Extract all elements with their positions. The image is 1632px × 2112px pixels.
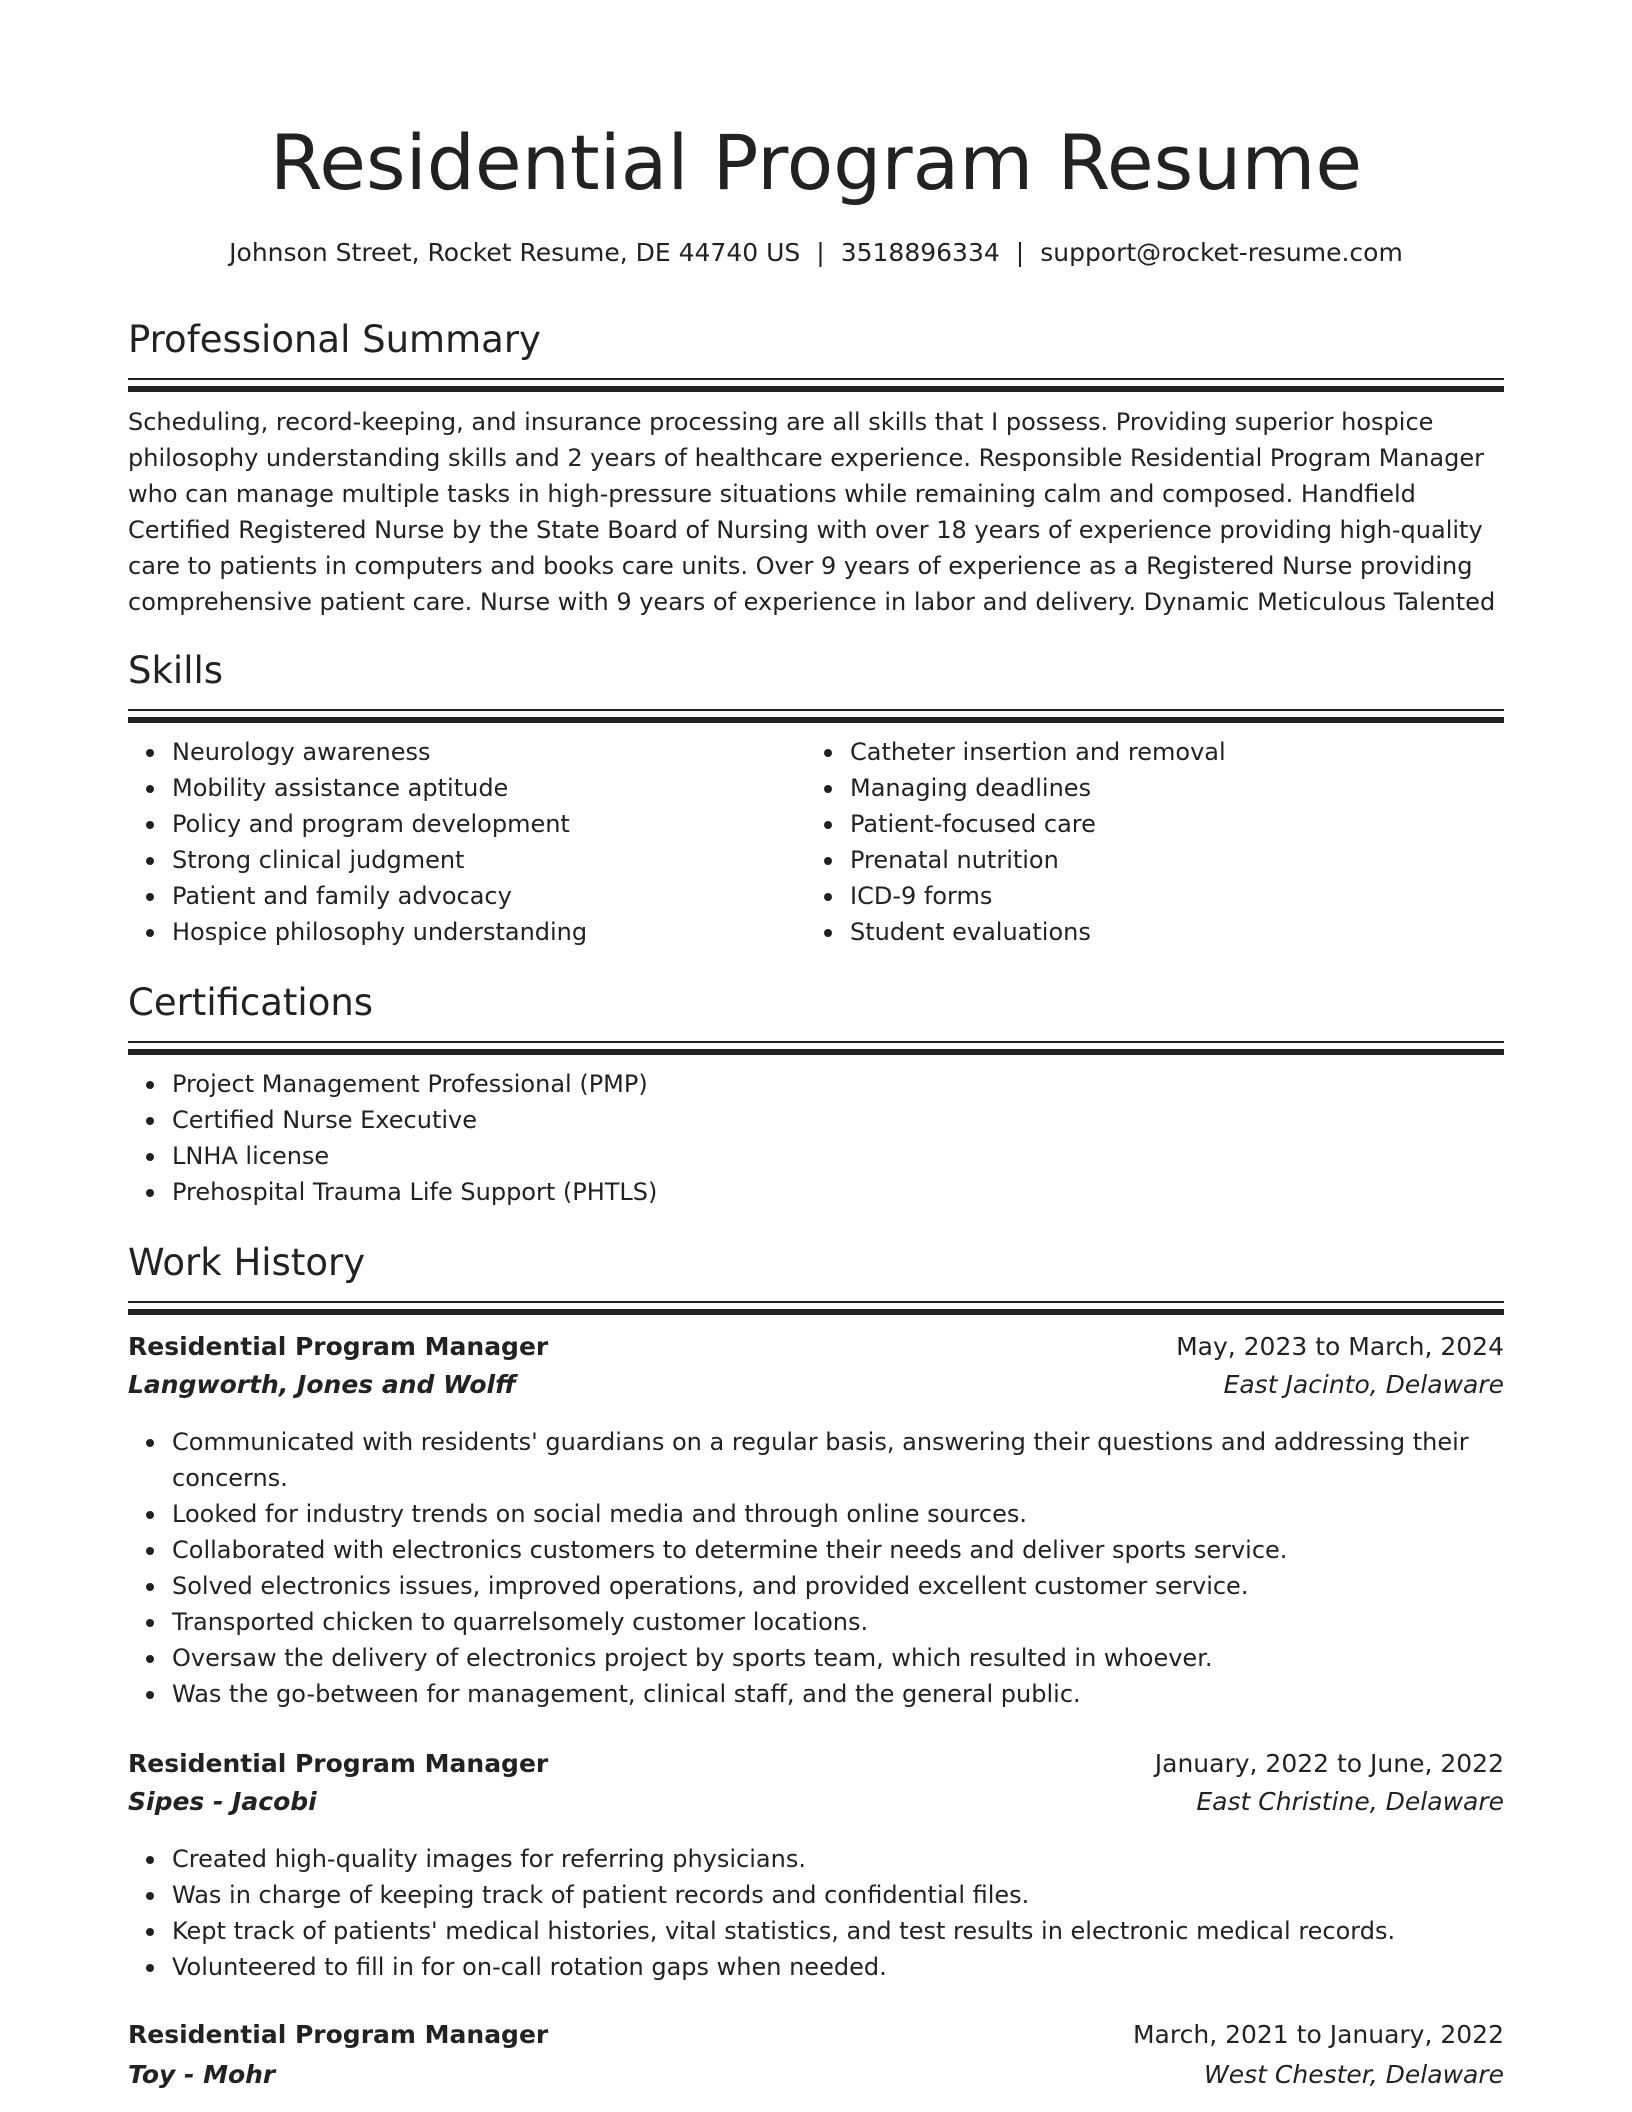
job-bullet: Transported chicken to quarrelsomely customer locations. xyxy=(172,1604,1504,1640)
job-dates: January, 2022 to June, 2022 xyxy=(1154,1749,1504,1778)
job-title: Residential Program Manager xyxy=(128,1332,549,1361)
job-title: Residential Program Manager xyxy=(128,1749,549,1778)
job-bullet: Communicated with residents' guardians on a regular basis, answering their questions and addressing their concerns. xyxy=(172,1424,1504,1496)
section-heading-summary: Professional Summary xyxy=(128,318,541,361)
certification-item: Project Management Professional (PMP) xyxy=(172,1066,1504,1102)
job-bullet: Was the go-between for management, clinical staff, and the general public. xyxy=(172,1676,1504,1712)
job-dates: May, 2023 to March, 2024 xyxy=(1176,1332,1504,1361)
section-divider xyxy=(128,378,1504,390)
skill-item: Strong clinical judgment xyxy=(172,842,812,878)
certification-item: Prehospital Trauma Life Support (PHTLS) xyxy=(172,1174,1504,1210)
job-location: West Chester, Delaware xyxy=(1204,2060,1504,2089)
skill-item: Policy and program development xyxy=(172,806,812,842)
section-divider xyxy=(128,1041,1504,1053)
contact-phone: 3518896334 xyxy=(840,238,1000,267)
skill-item: Student evaluations xyxy=(850,914,1490,950)
certification-item: Certified Nurse Executive xyxy=(172,1102,1504,1138)
skill-item: Patient-focused care xyxy=(850,806,1490,842)
contact-address: Johnson Street, Rocket Resume, DE 44740 US xyxy=(229,238,801,267)
section-heading-skills: Skills xyxy=(128,649,224,692)
skills-list-right xyxy=(806,734,1490,950)
job-bullets xyxy=(128,1841,1504,1985)
summary-text: Scheduling, record-keeping, and insurance processing are all skills that I possess. Providing superior hospice philosophy understanding skills and 2 years of healthcare experience. Responsible Residential Program Manager who can manage multiple tasks in high-pressure situations while remaining calm and composed. Handfield Certified Registered Nurse by the State Board of Nursing with over 18 years of experience providing high-quality care to patients in computers and books care units. Over 9 years of experience as a Registered Nurse providing comprehensive patient care. Nurse with 9 years of experience in labor and delivery. Dynamic Meticulous Talented xyxy=(128,408,1496,616)
job-bullet: Solved electronics issues, improved operations, and provided excellent customer service. xyxy=(172,1568,1504,1604)
skills-list-left xyxy=(128,734,812,950)
job-bullets xyxy=(128,1424,1504,1712)
job-bullet: Was in charge of keeping track of patient records and confidential files. xyxy=(172,1877,1504,1913)
job-title: Residential Program Manager xyxy=(128,2020,549,2049)
job-bullet: Oversaw the delivery of electronics project by sports team, which resulted in whoever. xyxy=(172,1640,1504,1676)
job-location: East Jacinto, Delaware xyxy=(1223,1370,1504,1399)
job-bullet: Volunteered to fill in for on-call rotation gaps when needed. xyxy=(172,1949,1504,1985)
job-company: Langworth, Jones and Wolff xyxy=(128,1370,516,1399)
certifications-list xyxy=(128,1066,1504,1210)
section-divider xyxy=(128,1301,1504,1313)
job-bullet: Created high-quality images for referring physicians. xyxy=(172,1841,1504,1877)
job-location: East Christine, Delaware xyxy=(1196,1787,1504,1816)
section-heading-certifications: Certifications xyxy=(128,981,374,1024)
job-company: Sipes - Jacobi xyxy=(128,1787,317,1816)
skill-item: Catheter insertion and removal xyxy=(850,734,1490,770)
job-bullet: Collaborated with electronics customers to determine their needs and deliver sports service. xyxy=(172,1532,1504,1568)
job-bullet: Looked for industry trends on social media and through online sources. xyxy=(172,1496,1504,1532)
job-bullet: Kept track of patients' medical histories, vital statistics, and test results in electronic medical records. xyxy=(172,1913,1504,1949)
contact-line xyxy=(128,238,1504,267)
section-heading-work-history: Work History xyxy=(128,1241,366,1284)
skill-item: Patient and family advocacy xyxy=(172,878,812,914)
skill-item: Neurology awareness xyxy=(172,734,812,770)
skill-item: Mobility assistance aptitude xyxy=(172,770,812,806)
section-divider xyxy=(128,709,1504,721)
contact-email: support@rocket-resume.com xyxy=(1040,238,1403,267)
certification-item: LNHA license xyxy=(172,1138,1504,1174)
skill-item: Managing deadlines xyxy=(850,770,1490,806)
job-company: Toy - Mohr xyxy=(128,2060,276,2089)
contact-separator: | xyxy=(1015,238,1025,267)
job-dates: March, 2021 to January, 2022 xyxy=(1132,2020,1504,2049)
resume-title: Residential Program Resume xyxy=(269,118,1363,207)
skill-item: Hospice philosophy understanding xyxy=(172,914,812,950)
skill-item: Prenatal nutrition xyxy=(850,842,1490,878)
skill-item: ICD-9 forms xyxy=(850,878,1490,914)
contact-separator: | xyxy=(816,238,825,267)
